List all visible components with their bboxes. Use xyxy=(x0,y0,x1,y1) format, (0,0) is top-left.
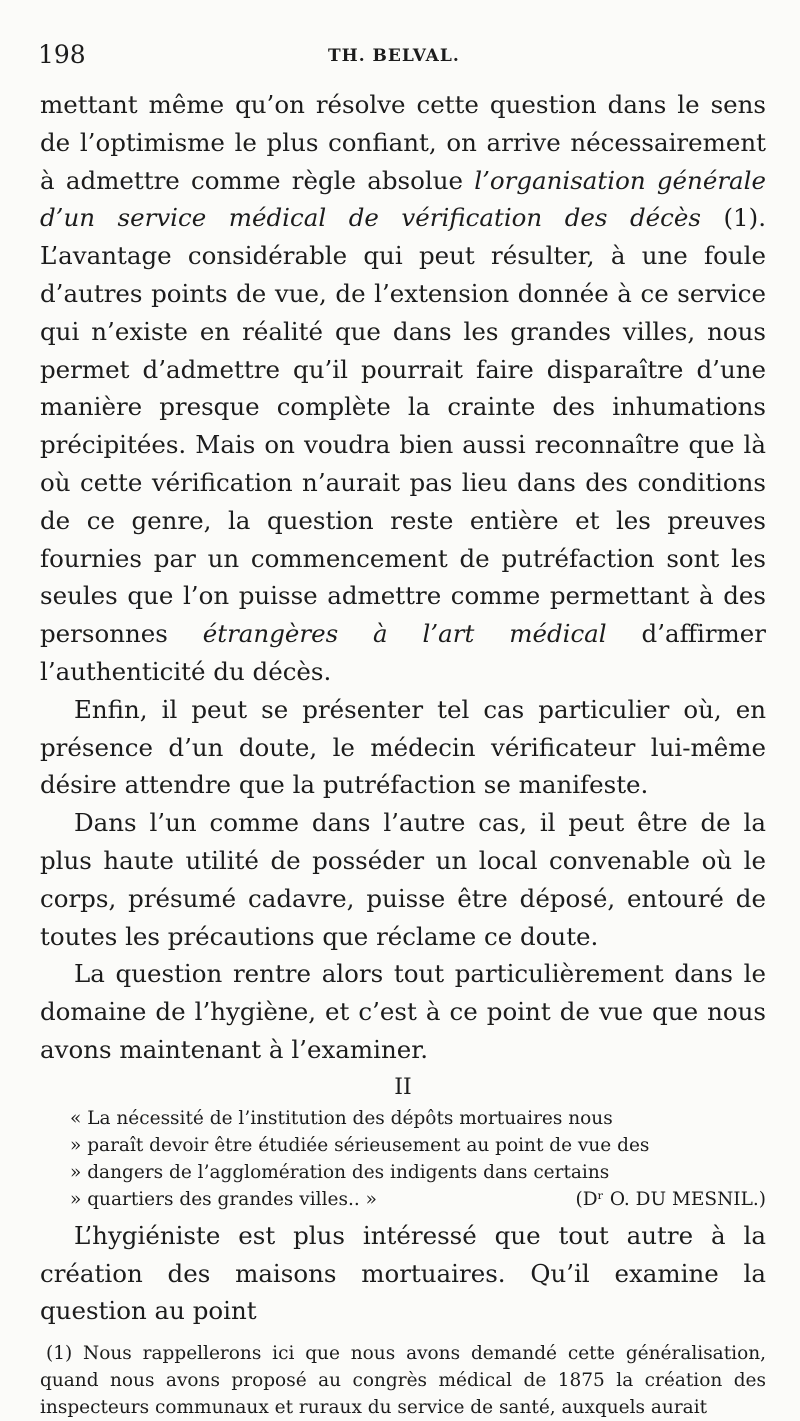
paragraph-1-text-c: d’affirmer l’authenticité du décès. xyxy=(40,619,767,686)
running-title: TH. BELVAL. xyxy=(328,46,460,66)
section-heading: II xyxy=(394,1074,412,1100)
body-text xyxy=(40,86,766,1421)
epigraph-line-2: » paraît devoir être étudiée sérieusement au point de vue des xyxy=(70,1134,650,1156)
footnote-1: (1) Nous rappellerons ici que nous avons demandé cette généralisation, quand nous avons proposé au congrès médical de 1875 la création des inspecteurs communaux et ruraux du service de santé, auxquels aurait xyxy=(40,1343,766,1419)
epigraph-line-1: « La nécessité de l’institution des dépôts mortuaires nous xyxy=(70,1107,613,1129)
paragraph-2: Enfin, il peut se présenter tel cas particulier où, en présence d’un doute, le médecin vérificateur lui-même désire attendre que la putréfaction se manifeste. xyxy=(40,694,766,800)
epigraph-attribution: (Dʳ O. DU MESNIL.) xyxy=(575,1188,766,1210)
paragraph-1 xyxy=(40,86,766,691)
paragraph-1-italic-a: l’organisation générale d’un service médical de vérification des décès xyxy=(40,165,766,233)
epigraph-line-3: » dangers de l’agglomération des indigents dans certains xyxy=(70,1161,610,1183)
page-number: 198 xyxy=(38,40,86,69)
footnotes xyxy=(40,1340,766,1421)
epigraph-line-4: » quartiers des grandes villes.. » xyxy=(70,1188,377,1210)
running-head xyxy=(38,40,770,76)
epigraph-quote xyxy=(70,1105,766,1213)
paragraph-4: La question rentre alors tout particulièrement dans le domaine de l’hygiène, et c’est à ce point de vue que nous avons maintenant à l’examiner. xyxy=(40,959,766,1064)
paragraph-1-text-a: mettant même qu’on résolve cette question dans le sens de l’optimisme le plus confiant, on arrive nécessairement à admettre comme règle absolue xyxy=(40,90,766,195)
paragraph-5: L’hygiéniste est plus intéressé que tout autre à la création des maisons mortuaires. Qu’il examine la question au point xyxy=(40,1220,766,1326)
paragraph-3: Dans l’un comme dans l’autre cas, il peut être de la plus haute utilité de posséder un local convenable où le corps, présumé cadavre, puisse être déposé, entouré de toutes les précautions que réclame ce doute. xyxy=(40,808,766,951)
paragraph-1-text-b: (1). L’avantage considérable qui peut résulter, à une foule d’autres points de vue, de l’extension donnée à ce service qui n’existe en réalité que dans les grandes villes, nous permet d’admettre qu’il pourrait faire disparaître d’une manière presque complète la crainte des inhumations précipitées. Mais on voudra bien aussi reconnaître que là où cette vérification n’aurait pas lieu dans des conditions de ce genre, la question reste entière et les preuves fournies par un commencement de putréfaction sont les seules que l’on puisse admettre comme permettant à des personnes xyxy=(40,203,766,649)
paragraph-1-italic-b: étrangères à l’art médical xyxy=(202,619,607,649)
